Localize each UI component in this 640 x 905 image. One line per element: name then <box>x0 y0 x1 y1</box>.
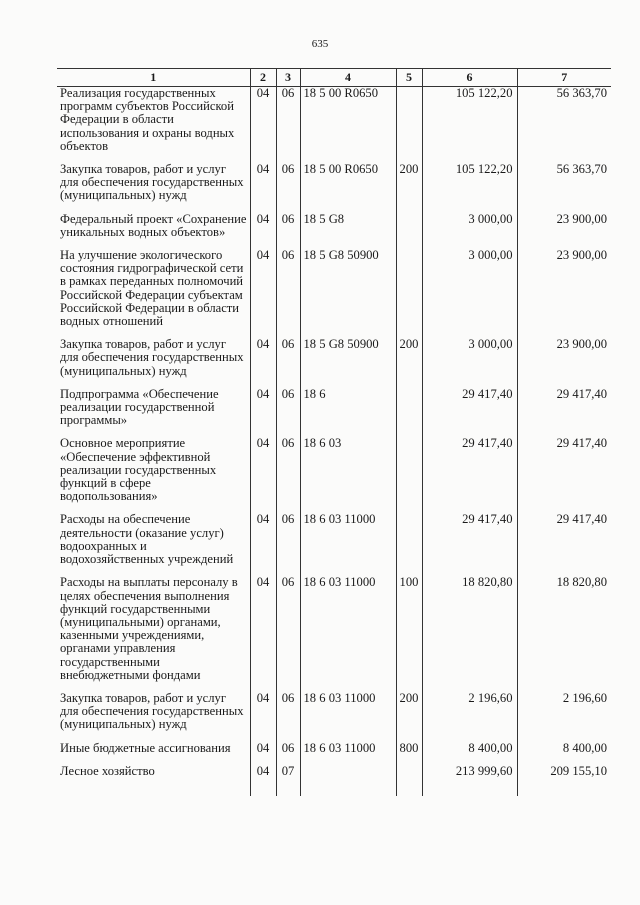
row-article-cell: 18 6 03 11000 <box>300 692 396 742</box>
table-row <box>57 249 611 338</box>
row-subsection-cell: 06 <box>276 338 300 388</box>
row-article-cell: 18 6 03 11000 <box>300 742 396 765</box>
row-section-cell: 04 <box>250 576 276 692</box>
row-amount-cell: 209 155,10 <box>517 765 611 796</box>
row-expense-type-cell <box>396 388 422 438</box>
budget-table <box>57 68 611 796</box>
table-row <box>57 437 611 513</box>
row-subsection-cell: 06 <box>276 249 300 338</box>
row-expense-type-cell <box>396 765 422 796</box>
row-section-cell: 04 <box>250 388 276 438</box>
table-row <box>57 576 611 692</box>
row-expense-type-cell <box>396 213 422 249</box>
row-amount-cell: 2 196,60 <box>422 692 517 742</box>
row-name-cell: Закупка товаров, работ и услуг для обеспечения государственных (муниципальных) нужд <box>60 337 244 378</box>
table-row <box>57 388 611 438</box>
row-amount-cell: 8 400,00 <box>422 742 517 765</box>
table-row <box>57 338 611 388</box>
row-name-cell: Расходы на обеспечение деятельности (оказание услуг) водоохранных и водохозяйственных учреждений <box>60 512 234 567</box>
table-row <box>57 163 611 213</box>
row-amount-cell: 29 417,40 <box>517 388 611 438</box>
row-article-cell: 18 5 G8 50900 <box>300 338 396 388</box>
row-section-cell: 04 <box>250 338 276 388</box>
row-expense-type-cell <box>396 437 422 513</box>
row-amount-cell: 3 000,00 <box>422 213 517 249</box>
row-expense-type-cell: 200 <box>396 692 422 742</box>
row-section-cell: 04 <box>250 742 276 765</box>
row-amount-cell: 8 400,00 <box>517 742 611 765</box>
row-name-cell: Расходы на выплаты персоналу в целях обеспечения выполнения функций государственными (муниципальными) органами, казенными учреждениями, органами управления государственными внебюджетными фондами <box>60 575 238 682</box>
row-expense-type-cell: 200 <box>396 163 422 213</box>
row-expense-type-cell: 200 <box>396 338 422 388</box>
row-name-cell: Федеральный проект «Сохранение уникальных водных объектов» <box>60 211 247 239</box>
table-row <box>57 765 611 796</box>
row-subsection-cell: 07 <box>276 765 300 796</box>
row-section-cell: 04 <box>250 765 276 796</box>
column-header: 2 <box>250 69 276 87</box>
row-article-cell: 18 6 03 11000 <box>300 513 396 576</box>
table-row <box>57 742 611 765</box>
row-amount-cell: 23 900,00 <box>517 249 611 338</box>
row-amount-cell: 29 417,40 <box>422 437 517 513</box>
row-subsection-cell: 06 <box>276 388 300 438</box>
row-section-cell: 04 <box>250 249 276 338</box>
row-expense-type-cell: 800 <box>396 742 422 765</box>
row-section-cell: 04 <box>250 163 276 213</box>
row-amount-cell: 29 417,40 <box>422 513 517 576</box>
column-header: 5 <box>396 69 422 87</box>
row-article-cell: 18 6 <box>300 388 396 438</box>
row-amount-cell: 56 363,70 <box>517 87 611 164</box>
column-header: 1 <box>57 69 250 87</box>
row-name-cell: Основное мероприятие «Обеспечение эффективной реализации государственных функций в сфере водопользования» <box>60 436 217 504</box>
row-article-cell: 18 5 00 R0650 <box>300 87 396 164</box>
row-amount-cell: 29 417,40 <box>422 388 517 438</box>
row-article-cell: 18 6 03 <box>300 437 396 513</box>
row-article-cell: 18 5 G8 50900 <box>300 249 396 338</box>
row-article-cell: 18 6 03 11000 <box>300 576 396 692</box>
table-row <box>57 692 611 742</box>
column-header: 4 <box>300 69 396 87</box>
row-expense-type-cell: 100 <box>396 576 422 692</box>
row-subsection-cell: 06 <box>276 213 300 249</box>
row-amount-cell: 2 196,60 <box>517 692 611 742</box>
row-amount-cell: 29 417,40 <box>517 513 611 576</box>
row-subsection-cell: 06 <box>276 163 300 213</box>
row-amount-cell: 105 122,20 <box>422 163 517 213</box>
row-article-cell: 18 5 00 R0650 <box>300 163 396 213</box>
row-name-cell: Лесное хозяйство <box>60 763 155 778</box>
row-name-cell: Закупка товаров, работ и услуг для обеспечения государственных (муниципальных) нужд <box>60 690 244 732</box>
row-section-cell: 04 <box>250 213 276 249</box>
row-amount-cell: 3 000,00 <box>422 249 517 338</box>
table-row <box>57 213 611 249</box>
row-name-cell: На улучшение экологического состояния гидрографической сети в рамках переданных полномочий Российской Федерации субъектам Российской Федерации в области водных отношений <box>60 248 244 329</box>
column-header: 6 <box>422 69 517 87</box>
row-section-cell: 04 <box>250 692 276 742</box>
row-name-cell: Иные бюджетные ассигнования <box>60 740 231 755</box>
row-expense-type-cell <box>396 87 422 164</box>
row-section-cell: 04 <box>250 87 276 164</box>
row-amount-cell: 213 999,60 <box>422 765 517 796</box>
row-name-cell: Закупка товаров, работ и услуг для обеспечения государственных (муниципальных) нужд <box>60 162 244 203</box>
row-amount-cell: 23 900,00 <box>517 213 611 249</box>
row-name-cell: Реализация государственных программ субъектов Российской Федерации в области использования и охраны водных объектов <box>60 86 235 153</box>
column-header: 7 <box>517 69 611 87</box>
row-subsection-cell: 06 <box>276 576 300 692</box>
row-expense-type-cell <box>396 249 422 338</box>
row-subsection-cell: 06 <box>276 742 300 765</box>
table-header-row <box>57 69 611 87</box>
column-header: 3 <box>276 69 300 87</box>
table-row <box>57 87 611 164</box>
row-expense-type-cell <box>396 513 422 576</box>
row-subsection-cell: 06 <box>276 87 300 164</box>
row-amount-cell: 29 417,40 <box>517 437 611 513</box>
row-amount-cell: 18 820,80 <box>422 576 517 692</box>
row-amount-cell: 23 900,00 <box>517 338 611 388</box>
row-subsection-cell: 06 <box>276 437 300 513</box>
row-section-cell: 04 <box>250 437 276 513</box>
row-subsection-cell: 06 <box>276 692 300 742</box>
row-section-cell: 04 <box>250 513 276 576</box>
page-number: 635 <box>311 38 329 50</box>
row-amount-cell: 56 363,70 <box>517 163 611 213</box>
row-article-cell: 18 5 G8 <box>300 213 396 249</box>
row-subsection-cell: 06 <box>276 513 300 576</box>
row-amount-cell: 3 000,00 <box>422 338 517 388</box>
row-amount-cell: 18 820,80 <box>517 576 611 692</box>
table-row <box>57 513 611 576</box>
row-article-cell <box>300 765 396 796</box>
row-name-cell: Подпрограмма «Обеспечение реализации государственной программы» <box>60 386 219 428</box>
row-amount-cell: 105 122,20 <box>422 87 517 164</box>
